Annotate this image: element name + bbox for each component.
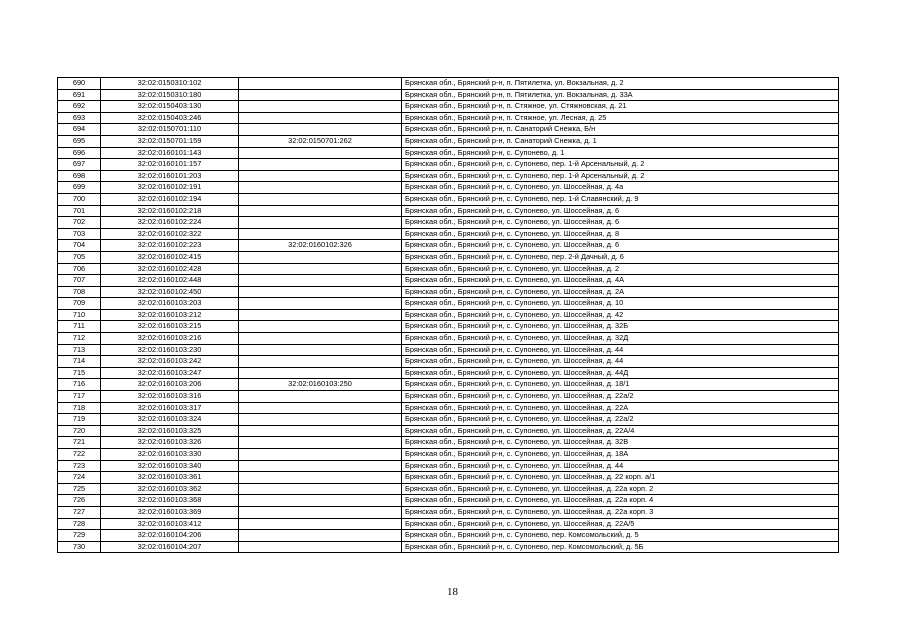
cadastral-number-cell: 32:02:0160103:340: [101, 460, 239, 472]
cadastral-number-cell: 32:02:0150701:159: [101, 135, 239, 147]
secondary-cadastral-number-cell: 32:02:0160103:250: [239, 379, 402, 391]
secondary-cadastral-number-cell: [239, 217, 402, 229]
secondary-cadastral-number-cell: [239, 483, 402, 495]
cadastral-number-cell: 32:02:0160103:206: [101, 379, 239, 391]
table-row: [58, 449, 839, 461]
table-row: [58, 193, 839, 205]
cadastral-number-cell: 32:02:0160103:362: [101, 483, 239, 495]
cadastral-number-cell: 32:02:0160102:428: [101, 263, 239, 275]
row-number-cell: 690: [58, 78, 101, 90]
address-cell: Брянская обл., Брянский р-н, п. Стяжное, ул. Стяжновская, д. 21: [402, 101, 839, 113]
row-number-cell: 718: [58, 402, 101, 414]
address-cell: Брянская обл., Брянский р-н, с. Супонево, пер. Комсомольский, д. 5Б: [402, 541, 839, 553]
row-number-cell: 705: [58, 251, 101, 263]
row-number-cell: 717: [58, 391, 101, 403]
table-row: [58, 379, 839, 391]
row-number-cell: 726: [58, 495, 101, 507]
address-cell: Брянская обл., Брянский р-н, с. Супонево, ул. Шоссейная, д. 2: [402, 263, 839, 275]
secondary-cadastral-number-cell: [239, 89, 402, 101]
table-row: [58, 425, 839, 437]
cadastral-number-cell: 32:02:0160101:157: [101, 159, 239, 171]
address-cell: Брянская обл., Брянский р-н, с. Супонево, ул. Шоссейная, д. 4А: [402, 275, 839, 287]
table-row: [58, 263, 839, 275]
secondary-cadastral-number-cell: [239, 333, 402, 345]
secondary-cadastral-number-cell: [239, 147, 402, 159]
row-number-cell: 699: [58, 182, 101, 194]
table-row: [58, 506, 839, 518]
row-number-cell: 698: [58, 170, 101, 182]
row-number-cell: 723: [58, 460, 101, 472]
registry-table: [57, 77, 839, 553]
row-number-cell: 724: [58, 472, 101, 484]
address-cell: Брянская обл., Брянский р-н, с. Супонево, д. 1: [402, 147, 839, 159]
address-cell: Брянская обл., Брянский р-н, с. Супонево, ул. Шоссейная, д. 22 корп. а/1: [402, 472, 839, 484]
secondary-cadastral-number-cell: [239, 541, 402, 553]
table-row: [58, 240, 839, 252]
table-row: [58, 170, 839, 182]
secondary-cadastral-number-cell: [239, 101, 402, 113]
cadastral-number-cell: 32:02:0160104:207: [101, 541, 239, 553]
secondary-cadastral-number-cell: [239, 518, 402, 530]
table-row: [58, 367, 839, 379]
row-number-cell: 709: [58, 298, 101, 310]
table-row: [58, 309, 839, 321]
cadastral-number-cell: 32:02:0150310:102: [101, 78, 239, 90]
secondary-cadastral-number-cell: [239, 460, 402, 472]
address-cell: Брянская обл., Брянский р-н, с. Супонево, пер. 1-й Арсенальный, д. 2: [402, 159, 839, 171]
row-number-cell: 719: [58, 414, 101, 426]
secondary-cadastral-number-cell: [239, 506, 402, 518]
address-cell: Брянская обл., Брянский р-н, с. Супонево, пер. 1-й Арсенальный, д. 2: [402, 170, 839, 182]
table-row: [58, 333, 839, 345]
row-number-cell: 692: [58, 101, 101, 113]
page-number: 18: [447, 586, 458, 598]
address-cell: Брянская обл., Брянский р-н, с. Супонево, ул. Шоссейная, д. 6: [402, 217, 839, 229]
address-cell: Брянская обл., Брянский р-н, п. Пятилетка, ул. Вокзальная, д. 33А: [402, 89, 839, 101]
table-row: [58, 78, 839, 90]
row-number-cell: 710: [58, 309, 101, 321]
row-number-cell: 701: [58, 205, 101, 217]
table-row: [58, 530, 839, 542]
address-cell: Брянская обл., Брянский р-н, с. Супонево, ул. Шоссейная, д. 22А: [402, 402, 839, 414]
table-row: [58, 518, 839, 530]
secondary-cadastral-number-cell: [239, 437, 402, 449]
address-cell: Брянская обл., Брянский р-н, с. Супонево, ул. Шоссейная, д. 32Д: [402, 333, 839, 345]
address-cell: Брянская обл., Брянский р-н, п. Пятилетка, ул. Вокзальная, д. 2: [402, 78, 839, 90]
secondary-cadastral-number-cell: [239, 205, 402, 217]
address-cell: Брянская обл., Брянский р-н, п. Санаторий Снежка, Б/н: [402, 124, 839, 136]
cadastral-number-cell: 32:02:0160103:317: [101, 402, 239, 414]
row-number-cell: 695: [58, 135, 101, 147]
address-cell: Брянская обл., Брянский р-н, с. Супонево, ул. Шоссейная, д. 32В: [402, 437, 839, 449]
registry-table-body: [58, 78, 839, 553]
address-cell: Брянская обл., Брянский р-н, п. Стяжное, ул. Лесная, д. 25: [402, 112, 839, 124]
address-cell: Брянская обл., Брянский р-н, с. Супонево, ул. Шоссейная, д. 22А/5: [402, 518, 839, 530]
row-number-cell: 707: [58, 275, 101, 287]
cadastral-number-cell: 32:02:0160101:203: [101, 170, 239, 182]
secondary-cadastral-number-cell: 32:02:0150701:262: [239, 135, 402, 147]
address-cell: Брянская обл., Брянский р-н, с. Супонево, ул. Шоссейная, д. 22А/4: [402, 425, 839, 437]
secondary-cadastral-number-cell: 32:02:0160102:326: [239, 240, 402, 252]
table-row: [58, 298, 839, 310]
row-number-cell: 722: [58, 449, 101, 461]
cadastral-number-cell: 32:02:0160103:212: [101, 309, 239, 321]
secondary-cadastral-number-cell: [239, 228, 402, 240]
secondary-cadastral-number-cell: [239, 402, 402, 414]
cadastral-number-cell: 32:02:0160103:215: [101, 321, 239, 333]
secondary-cadastral-number-cell: [239, 182, 402, 194]
secondary-cadastral-number-cell: [239, 170, 402, 182]
table-row: [58, 541, 839, 553]
row-number-cell: 702: [58, 217, 101, 229]
table-row: [58, 344, 839, 356]
table-row: [58, 228, 839, 240]
address-cell: Брянская обл., Брянский р-н, с. Супонево, ул. Шоссейная, д. 32Б: [402, 321, 839, 333]
table-row: [58, 402, 839, 414]
cadastral-number-cell: 32:02:0160101:143: [101, 147, 239, 159]
secondary-cadastral-number-cell: [239, 78, 402, 90]
cadastral-number-cell: 32:02:0160103:326: [101, 437, 239, 449]
cadastral-number-cell: 32:02:0160103:412: [101, 518, 239, 530]
address-cell: Брянская обл., Брянский р-н, с. Супонево, ул. Шоссейная, д. 44: [402, 356, 839, 368]
cadastral-number-cell: 32:02:0160102:223: [101, 240, 239, 252]
row-number-cell: 721: [58, 437, 101, 449]
cadastral-number-cell: 32:02:0160103:368: [101, 495, 239, 507]
row-number-cell: 703: [58, 228, 101, 240]
table-row: [58, 356, 839, 368]
secondary-cadastral-number-cell: [239, 112, 402, 124]
row-number-cell: 696: [58, 147, 101, 159]
cadastral-number-cell: 32:02:0160102:450: [101, 286, 239, 298]
address-cell: Брянская обл., Брянский р-н, с. Супонево, пер. Комсомольский, д. 5: [402, 530, 839, 542]
address-cell: Брянская обл., Брянский р-н, с. Супонево, ул. Шоссейная, д. 4а: [402, 182, 839, 194]
cadastral-number-cell: 32:02:0160102:448: [101, 275, 239, 287]
row-number-cell: 700: [58, 193, 101, 205]
secondary-cadastral-number-cell: [239, 193, 402, 205]
address-cell: Брянская обл., Брянский р-н, с. Супонево, ул. Шоссейная, д. 22а/2: [402, 414, 839, 426]
address-cell: Брянская обл., Брянский р-н, с. Супонево, ул. Шоссейная, д. 18/1: [402, 379, 839, 391]
row-number-cell: 711: [58, 321, 101, 333]
row-number-cell: 697: [58, 159, 101, 171]
secondary-cadastral-number-cell: [239, 309, 402, 321]
cadastral-number-cell: 32:02:0160104:206: [101, 530, 239, 542]
row-number-cell: 725: [58, 483, 101, 495]
address-cell: Брянская обл., Брянский р-н, с. Супонево, пер. 1-й Славянский, д. 9: [402, 193, 839, 205]
address-cell: Брянская обл., Брянский р-н, с. Супонево, ул. Шоссейная, д. 42: [402, 309, 839, 321]
address-cell: Брянская обл., Брянский р-н, с. Супонево, ул. Шоссейная, д. 18А: [402, 449, 839, 461]
row-number-cell: 727: [58, 506, 101, 518]
row-number-cell: 714: [58, 356, 101, 368]
table-row: [58, 182, 839, 194]
secondary-cadastral-number-cell: [239, 251, 402, 263]
cadastral-number-cell: 32:02:0160103:325: [101, 425, 239, 437]
secondary-cadastral-number-cell: [239, 298, 402, 310]
table-row: [58, 147, 839, 159]
secondary-cadastral-number-cell: [239, 391, 402, 403]
secondary-cadastral-number-cell: [239, 449, 402, 461]
cadastral-number-cell: 32:02:0160103:324: [101, 414, 239, 426]
address-cell: Брянская обл., Брянский р-н, с. Супонево, ул. Шоссейная, д. 22а корп. 2: [402, 483, 839, 495]
table-row: [58, 159, 839, 171]
address-cell: Брянская обл., Брянский р-н, с. Супонево, ул. Шоссейная, д. 6: [402, 205, 839, 217]
row-number-cell: 694: [58, 124, 101, 136]
cadastral-number-cell: 32:02:0150310:180: [101, 89, 239, 101]
cadastral-number-cell: 32:02:0160102:224: [101, 217, 239, 229]
cadastral-number-cell: 32:02:0160102:322: [101, 228, 239, 240]
secondary-cadastral-number-cell: [239, 286, 402, 298]
cadastral-number-cell: 32:02:0150403:130: [101, 101, 239, 113]
cadastral-number-cell: 32:02:0160102:415: [101, 251, 239, 263]
address-cell: Брянская обл., Брянский р-н, с. Супонево, ул. Шоссейная, д. 44Д: [402, 367, 839, 379]
secondary-cadastral-number-cell: [239, 472, 402, 484]
cadastral-number-cell: 32:02:0160102:191: [101, 182, 239, 194]
row-number-cell: 716: [58, 379, 101, 391]
table-row: [58, 112, 839, 124]
cadastral-number-cell: 32:02:0160103:216: [101, 333, 239, 345]
address-cell: Брянская обл., Брянский р-н, с. Супонево, ул. Шоссейная, д. 44: [402, 460, 839, 472]
row-number-cell: 713: [58, 344, 101, 356]
row-number-cell: 693: [58, 112, 101, 124]
cadastral-number-cell: 32:02:0160103:369: [101, 506, 239, 518]
row-number-cell: 728: [58, 518, 101, 530]
row-number-cell: 720: [58, 425, 101, 437]
table-row: [58, 437, 839, 449]
table-row: [58, 495, 839, 507]
address-cell: Брянская обл., Брянский р-н, с. Супонево, ул. Шоссейная, д. 44: [402, 344, 839, 356]
secondary-cadastral-number-cell: [239, 367, 402, 379]
cadastral-number-cell: 32:02:0160103:242: [101, 356, 239, 368]
table-row: [58, 414, 839, 426]
cadastral-number-cell: 32:02:0160103:247: [101, 367, 239, 379]
secondary-cadastral-number-cell: [239, 321, 402, 333]
table-row: [58, 217, 839, 229]
table-row: [58, 483, 839, 495]
table-row: [58, 286, 839, 298]
secondary-cadastral-number-cell: [239, 124, 402, 136]
table-row: [58, 89, 839, 101]
cadastral-number-cell: 32:02:0160103:230: [101, 344, 239, 356]
secondary-cadastral-number-cell: [239, 275, 402, 287]
address-cell: Брянская обл., Брянский р-н, с. Супонево, ул. Шоссейная, д. 8: [402, 228, 839, 240]
cadastral-number-cell: 32:02:0160103:330: [101, 449, 239, 461]
address-cell: Брянская обл., Брянский р-н, с. Супонево, ул. Шоссейная, д. 22а/2: [402, 391, 839, 403]
cadastral-number-cell: 32:02:0160103:316: [101, 391, 239, 403]
address-cell: Брянская обл., Брянский р-н, с. Супонево, пер. 2-й Дачный, д. 6: [402, 251, 839, 263]
table-row: [58, 101, 839, 113]
row-number-cell: 729: [58, 530, 101, 542]
table-row: [58, 472, 839, 484]
cadastral-number-cell: 32:02:0160103:203: [101, 298, 239, 310]
table-row: [58, 391, 839, 403]
table-row: [58, 321, 839, 333]
cadastral-number-cell: 32:02:0160102:218: [101, 205, 239, 217]
address-cell: Брянская обл., Брянский р-н, с. Супонево, ул. Шоссейная, д. 6: [402, 240, 839, 252]
row-number-cell: 704: [58, 240, 101, 252]
secondary-cadastral-number-cell: [239, 495, 402, 507]
table-row: [58, 205, 839, 217]
address-cell: Брянская обл., Брянский р-н, с. Супонево, ул. Шоссейная, д. 2А: [402, 286, 839, 298]
table-row: [58, 124, 839, 136]
row-number-cell: 730: [58, 541, 101, 553]
address-cell: Брянская обл., Брянский р-н, п. Санаторий Снежка, д. 1: [402, 135, 839, 147]
address-cell: Брянская обл., Брянский р-н, с. Супонево, ул. Шоссейная, д. 22а корп. 4: [402, 495, 839, 507]
address-cell: Брянская обл., Брянский р-н, с. Супонево, ул. Шоссейная, д. 22а корп. 3: [402, 506, 839, 518]
secondary-cadastral-number-cell: [239, 530, 402, 542]
table-row: [58, 135, 839, 147]
secondary-cadastral-number-cell: [239, 159, 402, 171]
secondary-cadastral-number-cell: [239, 344, 402, 356]
row-number-cell: 691: [58, 89, 101, 101]
cadastral-number-cell: 32:02:0150701:110: [101, 124, 239, 136]
row-number-cell: 712: [58, 333, 101, 345]
row-number-cell: 708: [58, 286, 101, 298]
row-number-cell: 715: [58, 367, 101, 379]
secondary-cadastral-number-cell: [239, 425, 402, 437]
table-row: [58, 275, 839, 287]
address-cell: Брянская обл., Брянский р-н, с. Супонево, ул. Шоссейная, д. 10: [402, 298, 839, 310]
table-row: [58, 251, 839, 263]
secondary-cadastral-number-cell: [239, 414, 402, 426]
cadastral-number-cell: 32:02:0150403:246: [101, 112, 239, 124]
cadastral-number-cell: 32:02:0160102:194: [101, 193, 239, 205]
row-number-cell: 706: [58, 263, 101, 275]
secondary-cadastral-number-cell: [239, 356, 402, 368]
cadastral-number-cell: 32:02:0160103:361: [101, 472, 239, 484]
table-row: [58, 460, 839, 472]
secondary-cadastral-number-cell: [239, 263, 402, 275]
